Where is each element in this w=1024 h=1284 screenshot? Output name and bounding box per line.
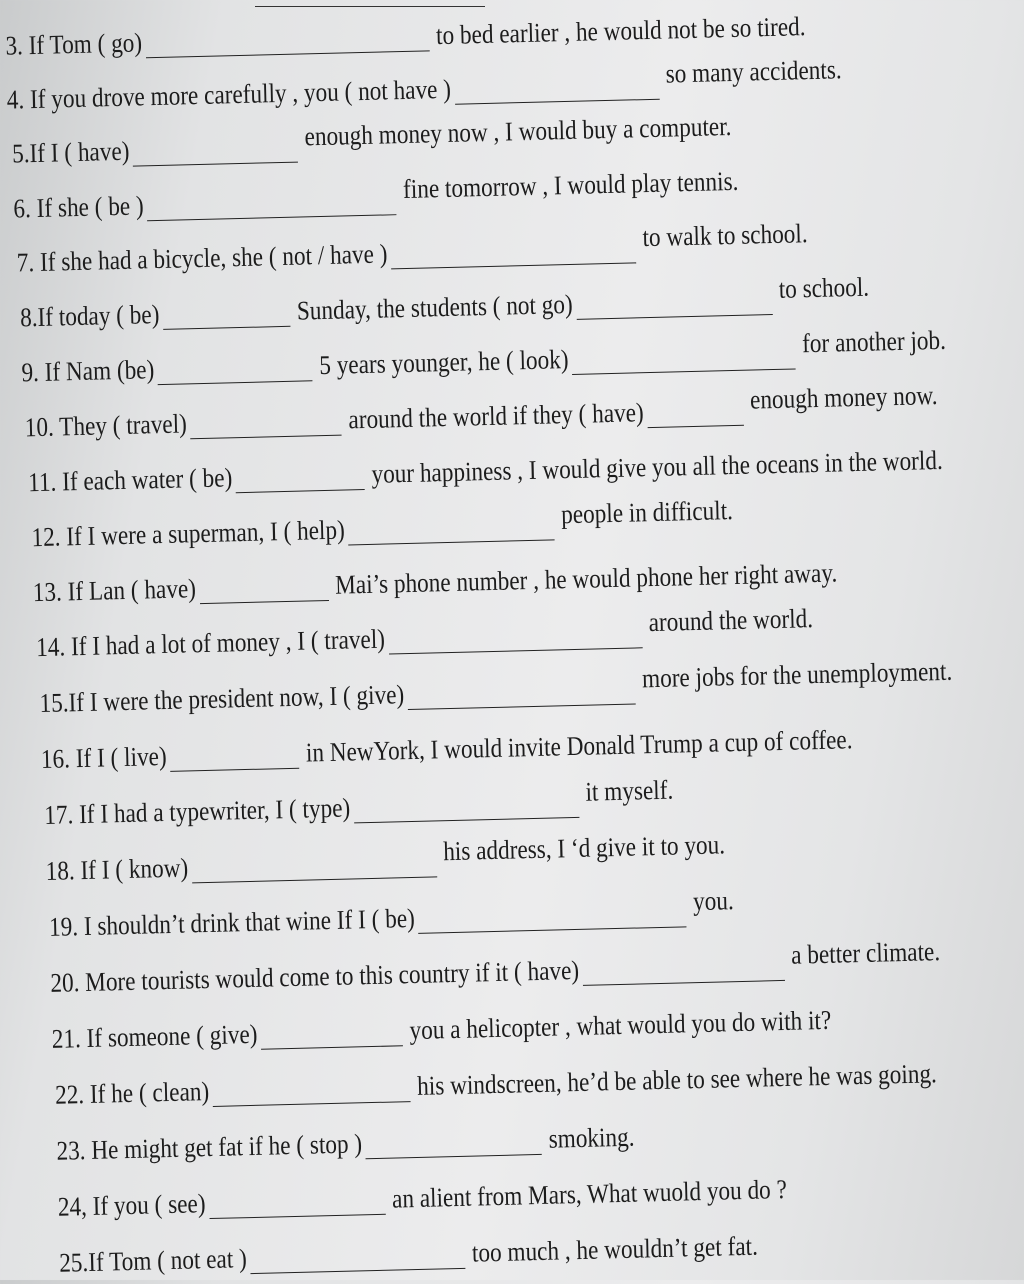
item-9-blank-2[interactable] <box>572 338 796 374</box>
item-10-blank-1[interactable] <box>190 405 342 440</box>
item-7-continuation: to walk to school. <box>642 218 808 253</box>
item-5-blank[interactable] <box>132 132 298 167</box>
item-17-continuation: it myself. <box>585 774 674 807</box>
item-5-prompt: 5.If I ( have) <box>11 135 130 169</box>
item-12-prompt: 12. If I were a superman, I ( help) <box>31 514 346 553</box>
item-17-prompt: 17. If I had a typewriter, I ( type) <box>43 792 351 830</box>
item-14-continuation: around the world. <box>648 603 814 638</box>
item-6-continuation: fine tomorrow , I would play tennis. <box>402 165 739 205</box>
exercise-item-8 <box>19 271 870 338</box>
item-6-blank[interactable] <box>147 184 397 221</box>
exercise-item-22 <box>55 1053 938 1115</box>
exercise-item-23 <box>56 1117 635 1171</box>
item-15-prompt: 15.If I were the president now, I ( give) <box>39 679 405 719</box>
item-10-blank-2[interactable] <box>647 395 744 428</box>
item-25-blank[interactable] <box>250 1238 466 1274</box>
item-9-continuation: for another job. <box>801 324 947 359</box>
exercise-item-16 <box>40 719 852 779</box>
item-8-blank-2[interactable] <box>576 284 773 320</box>
item-10-middle: around the world if they ( have) <box>348 397 645 435</box>
exercise-item-25 <box>59 1226 759 1283</box>
item-12-continuation: people in difficult. <box>560 495 734 530</box>
item-7-blank[interactable] <box>390 232 636 269</box>
item-24-continuation: an alient from Mars, What wuold you do ? <box>391 1173 788 1214</box>
item-20-prompt: 20. More tourists would come to this country if it ( have) <box>50 954 580 998</box>
item-7-prompt: 7. If she had a bicycle, she ( not / have ) <box>16 238 388 278</box>
item-3-prompt: 3. If Tom ( go) <box>5 27 143 61</box>
item-18-blank[interactable] <box>191 846 437 883</box>
item-25-continuation: too much , he wouldn’t get fat. <box>471 1230 759 1268</box>
item-11-continuation: your happiness , I would give you all the oceans in the world. <box>371 444 944 489</box>
item-19-blank[interactable] <box>418 896 687 934</box>
item-23-prompt: 23. He might get fat if he ( stop ) <box>56 1128 363 1166</box>
exercise-item-15 <box>39 655 953 723</box>
item-12-blank[interactable] <box>348 509 555 545</box>
item-6-prompt: 6. If she ( be ) <box>13 190 145 224</box>
item-21-prompt: 21. If someone ( give) <box>51 1018 258 1054</box>
item-16-blank[interactable] <box>170 738 300 772</box>
item-3-continuation: to bed earlier , he would not be so tired. <box>435 11 806 51</box>
item-5-continuation: enough money now , I would buy a computer. <box>304 110 732 152</box>
item-8-prompt: 8.If today ( be) <box>19 299 160 333</box>
exercise-item-17 <box>43 774 674 835</box>
exercise-item-11 <box>28 440 944 502</box>
exercise-item-12 <box>31 495 734 557</box>
item-21-continuation: you a helicopter , what would you do with it? <box>409 1004 832 1046</box>
item-23-continuation: smoking. <box>548 1121 635 1154</box>
item-8-continuation: to school. <box>778 271 870 304</box>
exercise-item-6 <box>13 165 739 229</box>
item-15-blank[interactable] <box>407 673 636 710</box>
item-19-continuation: you. <box>692 885 735 917</box>
item-14-blank[interactable] <box>388 617 642 654</box>
item-24-prompt: 24, If you ( see) <box>57 1188 206 1222</box>
item-9-middle: 5 years younger, he ( look) <box>318 344 569 381</box>
item-13-prompt: 13. If Lan ( have) <box>32 573 197 608</box>
item-9-prompt: 9. If Nam (be) <box>21 354 155 388</box>
exercise-item-10 <box>24 380 938 447</box>
item-4-continuation: so many accidents. <box>665 54 842 89</box>
item-24-blank[interactable] <box>209 1184 386 1219</box>
item-13-blank[interactable] <box>199 570 329 604</box>
item-17-blank[interactable] <box>353 787 579 823</box>
item-21-blank[interactable] <box>260 1015 403 1049</box>
item-8-middle: Sunday, the students ( not go) <box>296 288 574 326</box>
item-14-prompt: 14. If I had a lot of money , I ( travel) <box>35 623 386 663</box>
item-22-continuation: his windscreen, he’d be able to see where he was going. <box>416 1058 938 1101</box>
item-11-blank[interactable] <box>235 459 365 493</box>
item-11-prompt: 11. If each water ( be) <box>27 462 233 498</box>
item-20-continuation: a better climate. <box>790 936 941 970</box>
item-23-blank[interactable] <box>365 1124 542 1159</box>
item-4-blank[interactable] <box>454 69 659 105</box>
item-25-prompt: 25.If Tom ( not eat ) <box>58 1243 248 1278</box>
item-22-prompt: 22. If he ( clean) <box>54 1076 210 1110</box>
item-16-prompt: 16. If I ( live) <box>40 740 167 775</box>
exercise-item-19 <box>48 885 735 947</box>
item-15-continuation: more jobs for the unemployment. <box>641 655 953 694</box>
item-22-blank[interactable] <box>212 1071 410 1107</box>
item-16-continuation: in NewYork, I would invite Donald Trump a cup of coffee. <box>305 724 853 768</box>
exercise-item-20 <box>50 936 941 1003</box>
exercise-item-18 <box>45 829 726 891</box>
item-13-continuation: Mai’s phone number , he would phone her right away. <box>334 557 838 600</box>
exercise-item-7 <box>16 218 808 282</box>
item-8-blank-1[interactable] <box>162 296 290 330</box>
exercise-item-21 <box>51 1000 831 1059</box>
item-9-blank-1[interactable] <box>157 350 313 385</box>
item-18-continuation: his address, I ‘d give it to you. <box>442 829 726 867</box>
item-10-continuation: enough money now. <box>749 380 938 415</box>
exercise-item-24 <box>57 1169 787 1227</box>
item-10-prompt: 10. They ( travel) <box>24 408 188 443</box>
item-3-blank[interactable] <box>145 20 429 58</box>
item-19-prompt: 19. I shouldn’t drink that wine If I ( be) <box>48 902 416 942</box>
item-18-prompt: 18. If I ( know) <box>45 852 189 886</box>
item-20-blank[interactable] <box>582 950 785 986</box>
item-4-prompt: 4. If you drove more carefully , you ( not have ) <box>6 73 452 115</box>
